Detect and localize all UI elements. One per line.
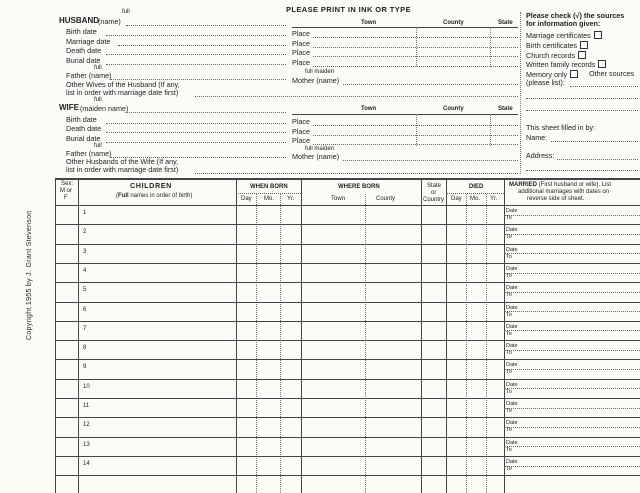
married-divider <box>504 215 640 216</box>
col-where-born: WHERE BORN <box>338 184 380 190</box>
wife-mother-label: Mother (name) <box>292 152 340 161</box>
married-date-label: Date <box>506 459 518 465</box>
married-divider <box>504 408 640 409</box>
husband-marriage-label: Marriage date <box>66 37 111 46</box>
child-row-number: 10 <box>83 384 90 390</box>
husband-label: HUSBAND <box>59 16 99 25</box>
col-children-sub-text: names in order of birth) <box>130 193 193 199</box>
married-date-label: Date <box>506 343 518 349</box>
married-to-label: To <box>506 273 512 279</box>
married-to-label: To <box>506 331 512 337</box>
col-sex-2: M or <box>60 188 72 194</box>
col-married-2: additional marriages with dates on <box>518 189 610 195</box>
filled-by-label: This sheet filled in by: <box>526 123 596 132</box>
married-date-label: Date <box>506 227 518 233</box>
col-married-3: reverse side of sheet. <box>527 196 585 202</box>
married-date-label: Date <box>506 285 518 291</box>
child-row-number: 9 <box>83 364 87 370</box>
source-memory-only-label: Memory only <box>526 70 568 79</box>
husband-col-state: State <box>498 20 513 26</box>
child-row-number: 13 <box>83 442 90 448</box>
husband-col-county: County <box>443 20 464 26</box>
married-divider <box>504 253 640 254</box>
married-date-label: Date <box>506 362 518 368</box>
child-row-number: 2 <box>83 229 87 235</box>
married-divider <box>504 427 640 428</box>
wife-maiden-label: (maiden name) <box>80 104 129 113</box>
col-married-text-1: (First husband or wife). List <box>538 182 612 188</box>
husband-other-wives-1: Other Wives of the Husband (If any, <box>66 80 180 89</box>
husband-other-wives-2: list in order with marriage date first) <box>66 88 179 97</box>
filled-by-address-label: Address: <box>526 151 555 160</box>
wife-label: WIFE <box>59 103 79 112</box>
child-row-number: 5 <box>83 287 87 293</box>
col-state-3: Country <box>423 197 445 203</box>
wife-mother-full-maiden: full maiden <box>305 146 335 152</box>
source-marriage-certificates[interactable] <box>526 31 602 40</box>
married-date-label: Date <box>506 208 518 214</box>
husband-mother-full-maiden: full maiden <box>305 69 335 75</box>
wife-death-label: Death date <box>66 124 102 133</box>
source-birth-certificates[interactable] <box>526 41 588 50</box>
husband-father-label: Father (name) <box>66 71 112 80</box>
row-divider <box>55 282 640 283</box>
source-written-family-records-label: Written family records <box>526 60 596 69</box>
married-to-label: To <box>506 234 512 240</box>
husband-col-town: Town <box>361 20 377 26</box>
married-date-label: Date <box>506 247 518 253</box>
child-row-number: 11 <box>83 403 90 409</box>
col-children: CHILDREN <box>130 181 172 190</box>
wife-birth-place: Place <box>292 117 310 126</box>
child-row-number: 12 <box>83 422 90 428</box>
copyright-notice: Copyright 1955 by J. Grant Stevenson <box>26 210 33 340</box>
husband-mother-label: Mother (name) <box>292 76 340 85</box>
source-please-list: (please list): <box>526 78 565 87</box>
husband-death-label: Death date <box>66 46 102 55</box>
married-divider <box>504 388 640 389</box>
col-children-sub: (Full names in order of birth) <box>116 193 193 199</box>
married-to-label: To <box>506 408 512 414</box>
col-married <box>509 182 611 189</box>
row-divider <box>55 417 640 418</box>
child-row-number: 8 <box>83 345 87 351</box>
row-divider <box>55 321 640 322</box>
row-divider <box>55 340 640 341</box>
col-when-born: WHEN BORN <box>250 184 288 190</box>
wife-burial-label: Burial date <box>66 134 101 143</box>
married-date-label: Date <box>506 266 518 272</box>
wife-birth-label: Birth date <box>66 115 97 124</box>
sources-heading-1: Please check (√) the sources <box>526 11 625 20</box>
filled-by-name-label: Name: <box>526 133 548 142</box>
married-to-label: To <box>506 350 512 356</box>
married-divider <box>504 330 640 331</box>
wife-col-state: State <box>498 106 513 112</box>
husband-father-full: full <box>94 65 102 71</box>
source-written-family-records[interactable] <box>526 60 606 69</box>
married-to-label: To <box>506 215 512 221</box>
row-divider <box>55 475 640 476</box>
row-divider <box>55 224 640 225</box>
married-date-label: Date <box>506 305 518 311</box>
checkbox-birth-certificates[interactable] <box>580 41 588 49</box>
sources-heading-2: for information given: <box>526 19 601 28</box>
married-date-label: Date <box>506 401 518 407</box>
married-to-label: To <box>506 447 512 453</box>
child-row-number: 6 <box>83 307 87 313</box>
married-to-label: To <box>506 312 512 318</box>
col-born-yr: Yr. <box>287 196 295 202</box>
col-sex-3: F <box>64 195 68 201</box>
married-divider <box>504 350 640 351</box>
married-to-label: To <box>506 466 512 472</box>
child-row-number: 3 <box>83 249 87 255</box>
checkbox-written-family-records[interactable] <box>598 60 606 68</box>
married-divider <box>504 234 640 235</box>
wife-full-label: full <box>94 97 102 103</box>
wife-other-husbands-2: list in order with marriage date first) <box>66 165 179 174</box>
married-to-label: To <box>506 292 512 298</box>
row-divider <box>55 263 640 264</box>
husband-burial-label: Burial date <box>66 56 101 65</box>
col-state-2: or <box>431 190 437 196</box>
wife-col-county: County <box>443 106 464 112</box>
col-died-yr: Yr. <box>490 196 498 202</box>
married-divider <box>504 273 640 274</box>
checkbox-marriage-certificates[interactable] <box>594 31 602 39</box>
row-divider <box>55 456 640 457</box>
husband-birth-place: Place <box>292 29 310 38</box>
married-to-label: To <box>506 369 512 375</box>
col-died-mo: Mo. <box>470 196 481 202</box>
col-died: DIED <box>469 184 484 190</box>
row-divider <box>55 398 640 399</box>
husband-birth-label: Birth date <box>66 27 97 36</box>
married-divider <box>504 446 640 447</box>
married-to-label: To <box>506 427 512 433</box>
married-date-label: Date <box>506 440 518 446</box>
checkbox-church-records[interactable] <box>578 51 586 59</box>
col-born-day: Day <box>241 196 252 202</box>
col-sex-1: Sex: <box>61 181 74 187</box>
row-divider <box>55 359 640 360</box>
husband-name-label: (name) <box>98 17 121 26</box>
married-to-label: To <box>506 389 512 395</box>
married-date-label: Date <box>506 324 518 330</box>
married-divider <box>504 369 640 370</box>
wife-father-label: Father (name) <box>66 149 112 158</box>
row-divider <box>55 379 640 380</box>
checkbox-memory-only[interactable] <box>570 70 578 78</box>
married-date-label: Date <box>506 420 518 426</box>
married-divider <box>504 466 640 467</box>
child-row-number: 1 <box>83 210 87 216</box>
child-row-number: 4 <box>83 268 87 274</box>
wife-burial-place: Place <box>292 136 310 145</box>
col-born-mo: Mo. <box>264 196 275 202</box>
husband-burial-place: Place <box>292 58 310 67</box>
source-birth-certificates-label: Birth certificates <box>526 41 578 50</box>
married-divider <box>504 292 640 293</box>
source-church-records[interactable] <box>526 51 586 60</box>
col-state-1: State <box>427 183 442 189</box>
col-children-sub-bold: Full <box>118 193 129 199</box>
col-died-day: Day <box>451 196 462 202</box>
wife-col-town: Town <box>361 106 377 112</box>
row-divider <box>55 302 640 303</box>
col-where-town: Town <box>331 196 346 202</box>
row-divider <box>55 437 640 438</box>
source-marriage-certificates-label: Marriage certificates <box>526 31 591 40</box>
husband-death-place: Place <box>292 48 310 57</box>
col-where-county: County <box>376 196 396 202</box>
row-divider <box>55 244 640 245</box>
married-divider <box>504 311 640 312</box>
page-title: PLEASE PRINT IN INK OR TYPE <box>286 5 411 14</box>
col-married-title: MARRIED <box>509 182 537 188</box>
wife-other-husbands-1: Other Husbands of the Wife (If any, <box>66 157 179 166</box>
child-row-number: 7 <box>83 326 87 332</box>
child-row-number: 14 <box>83 461 90 467</box>
source-other-sources-label: Other sources <box>589 69 635 78</box>
married-date-label: Date <box>506 382 518 388</box>
husband-full-label: full <box>122 9 130 15</box>
married-to-label: To <box>506 254 512 260</box>
husband-marriage-place: Place <box>292 39 310 48</box>
source-church-records-label: Church records <box>526 51 576 60</box>
wife-father-full: full <box>94 143 102 149</box>
wife-death-place: Place <box>292 127 310 136</box>
